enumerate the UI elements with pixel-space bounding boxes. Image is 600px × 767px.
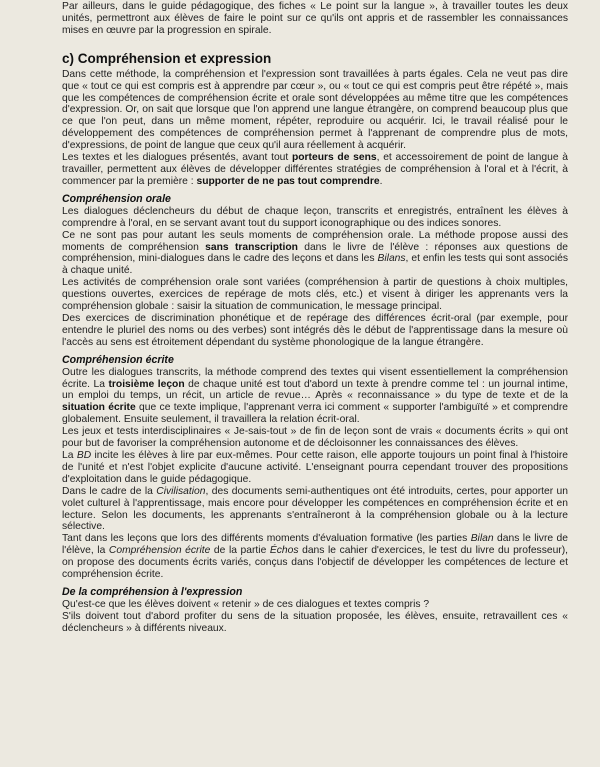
text-run: Outre les dialogues transcrits, la méthode comprend des textes qui visent essentiellement la compréhension écrite. La bbox=[62, 366, 568, 390]
ecrite-paragraph-3 bbox=[62, 450, 568, 486]
bold-phrase-situation-ecrite: situation écrite bbox=[62, 402, 136, 414]
subheading-comprehension-a-expression: De la compréhension à l'expression bbox=[62, 585, 243, 598]
text-run: incite les élèves à lire par eux-mêmes. Pour cette raison, elle apporte toujours un point final à l'histoire de l'unité et n'est l'objet explicite d'aucune activité. L'enseignant pourra cependant trouver des propositions d'exploitation dans le guide pédagogique. bbox=[62, 450, 568, 485]
text-run: , des documents semi-authentiques ont été introduits, certes, pour apporter un volet culturel à l'apprentissage, mais encore pour développer les compétences en compréhension écrite et en lecture. Selon les documents, les apprenants s'entraîneront à la compréhension globale ou à la lecture sélective. bbox=[62, 485, 568, 533]
text-run: dans le cahier d'exercices, le test du livre du professeur), on propose des documents écrits variés, conçus dans l'objectif de développer les compétences de lecture et compréhension écrite. bbox=[62, 545, 569, 581]
ecrite-paragraph-2: Les jeux et tests interdisciplinaires « Je-sais-tout » de fin de leçon sont de vrais « documents écrits » qui ont pour but de favoriser la compréhension autonome et de décloisonner les connaissances des élèves. bbox=[62, 426, 568, 450]
italic-term-bilans: Bilans bbox=[377, 253, 406, 265]
subheading-comprehension-orale: Compréhension orale bbox=[62, 192, 171, 205]
text-run: Les textes et les dialogues présentés, avant tout bbox=[62, 152, 292, 164]
text-run: , et enfin les tests qui sont associés à chaque unité. bbox=[62, 253, 568, 277]
text-run: La bbox=[62, 450, 77, 461]
oral-paragraph-2 bbox=[62, 230, 568, 278]
text-run: Dans le cadre de la bbox=[62, 485, 157, 497]
text-run: dans le livre de l'élève : réponses aux questions de compréhension, mini-dialogues dans le cadre des leçons et dans les bbox=[62, 241, 568, 265]
section-c-paragraph-2 bbox=[62, 152, 568, 188]
text-run: , et accessoirement de point de langue à travailler, permettent aux élèves de développer différentes stratégies de compréhension à l'oral et à l'écrit, à commencer par la première : bbox=[62, 152, 568, 187]
subheading-comprehension-ecrite: Compréhension écrite bbox=[62, 353, 174, 366]
bold-phrase-porteurs-de-sens: porteurs de sens bbox=[291, 152, 377, 164]
text-run: de la partie bbox=[210, 545, 270, 557]
bold-phrase-supporter: supporter de ne pas tout comprendre bbox=[196, 175, 380, 187]
ecrite-paragraph-5 bbox=[62, 533, 568, 581]
intro-paragraph: Par ailleurs, dans le guide pédagogique, des fiches « Le point sur la langue », à travailler toutes les deux unités, permettront aux élèves de faire le point sur ce qu'ils ont appris et de rassembler les connaissances mises en œuvre par la progression en spirale. bbox=[62, 1, 568, 36]
italic-term-comprehension-ecrite: Compréhension écrite bbox=[108, 545, 211, 557]
oral-paragraph-1: Les dialogues déclencheurs du début de chaque leçon, transcrits et enregistrés, entraînent les élèves à comprendre à l'oral, en se servant avant tout du support iconographique ou des indices sonores. bbox=[62, 205, 568, 229]
italic-term-bd: BD bbox=[76, 450, 92, 461]
text-run: Ce ne sont pas pour autant les seuls moments de compréhension orale. La méthode propose aussi des moments de compréhension bbox=[62, 229, 568, 253]
expression-paragraph-1: Qu'est-ce que les élèves doivent « retenir » de ces dialogues et textes compris ? bbox=[62, 598, 430, 610]
text-run: que ce texte implique, l'apprenant verra ici comment « supporter l'ambiguïté » et comprendre globalement. Ensuite seulement, il travaillera la relation écrit-oral. bbox=[62, 402, 568, 426]
italic-term-civilisation: Civilisation bbox=[156, 485, 206, 497]
italic-term-echos: Échos bbox=[269, 545, 299, 557]
section-heading-comprehension-expression: c) Compréhension et expression bbox=[62, 50, 272, 66]
section-c-paragraph-1: Dans cette méthode, la compréhension et l'expression sont travaillées à parts égales. Cela ne veut pas dire que « tout ce qui est compris est à apprendre par cœur », ou « tout ce qui est compris peut être répété », mais que les compétences de compréhension écrite et orale sont développées au même titre que les compétences d'expression. Or, on sait que lorsque que l'on apprend une langue étrangère, on comprend beaucoup plus que ce que l'on peut, dans un même moment, répéter, reproduire ou acquérir. Ici, le travail réalisé pour le développement des compétences de compréhension permet à l'apprenant de comprendre plus de mots, d'expressions, de point de langue que ceux qu'il aura réellement à acquérir. bbox=[62, 68, 568, 152]
text-run: . bbox=[379, 175, 383, 187]
text-run: de chaque unité est tout d'abord un texte à prendre comme tel : un journal intime, un emploi du temps, un récit, un article de revue… Après « reconnaissance » du type de texte et de la bbox=[62, 378, 569, 402]
oral-paragraph-3: Les activités de compréhension orale sont variées (compréhension à partir de questions à choix multiples, questions ouvertes, exercices de repérage de mots clés, etc.) et visent à diriger les apprenants vers la compréhension globale : saisir la situation de communication, le message principal. bbox=[62, 277, 568, 313]
text-run: dans le livre de l'élève, la bbox=[62, 533, 568, 557]
expression-paragraph-2: S'ils doivent tout d'abord profiter du sens de la situation proposée, les élèves, ensuite, retravaillent ces « déclencheurs » à différents niveaux. bbox=[62, 610, 568, 634]
italic-term-bilan: Bilan bbox=[470, 533, 494, 545]
oral-paragraph-4: Des exercices de discrimination phonétique et de repérage des différences écrit-oral (par exemple, pour entendre le pluriel des noms ou des verbes) sont intégrés dès le début de l'apprentissage dans la mesure où l'accès au sens est étroitement dépendant du système phonologique de la langue étrangère. bbox=[62, 312, 568, 348]
ecrite-paragraph-4 bbox=[62, 486, 568, 534]
ecrite-paragraph-1 bbox=[62, 367, 568, 427]
bold-phrase-sans-transcription: sans transcription bbox=[205, 241, 298, 253]
text-run: Tant dans les leçons que lors des différents moments d'évaluation formative (les parties bbox=[62, 533, 471, 545]
bold-phrase-troisieme-lecon: troisième leçon bbox=[108, 378, 185, 390]
